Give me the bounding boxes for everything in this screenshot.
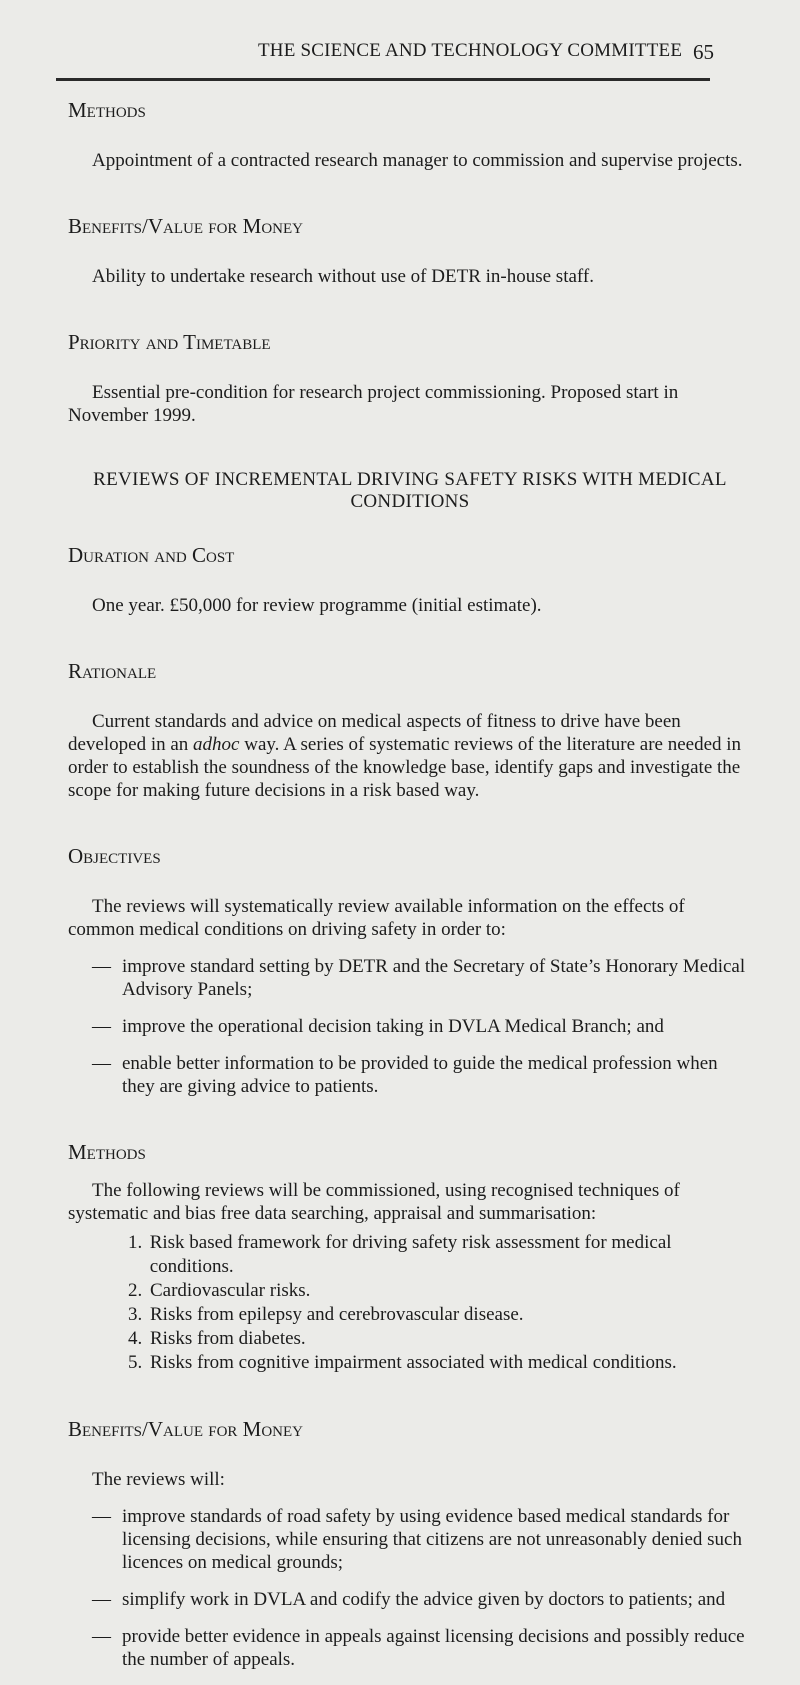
list-item <box>68 955 752 1001</box>
objective-text: improve the operational decision taking in DVLA Medical Branch; and <box>122 1016 664 1037</box>
benefit-text: improve standards of road safety by using evidence based medical standards for licensing decisions, while ensuring that citizens are not unreasonably denied such licences on medical grounds; <box>122 1506 742 1573</box>
dash-marker: — <box>92 1016 111 1037</box>
objective-text: enable better information to be provided to guide the medical profession when they are giving advice to patients. <box>122 1053 718 1097</box>
item-text: Risks from cognitive impairment associated with medical conditions. <box>150 1352 677 1373</box>
list-item <box>68 1327 752 1351</box>
running-header: THE SCIENCE AND TECHNOLOGY COMMITTEE <box>258 40 683 61</box>
list-item <box>68 1351 752 1375</box>
dash-marker: — <box>92 1626 111 1647</box>
list-item <box>68 1303 752 1327</box>
benefits2-intro: The reviews will: <box>92 1469 225 1490</box>
rationale-text-part: Current standards and advice on medical aspects of fitness to drive have been developed in an <box>68 711 681 755</box>
item-text: Risks from diabetes. <box>150 1328 306 1349</box>
item-text: Cardiovascular risks. <box>150 1280 311 1301</box>
dash-marker: — <box>92 1053 111 1074</box>
page-content <box>68 98 752 1685</box>
rationale-italic: adhoc <box>193 734 240 755</box>
objectives-intro: The reviews will systematically review available information on the effects of common medical conditions on driving safety in order to: <box>68 896 685 940</box>
rationale-heading: Rationale <box>68 659 157 683</box>
objectives-heading: Objectives <box>68 844 161 868</box>
priority-heading: Priority and Timetable <box>68 330 271 354</box>
item-text: Risks from epilepsy and cerebrovascular disease. <box>150 1304 524 1325</box>
benefit-text: provide better evidence in appeals against licensing decisions and possibly reduce the number of appeals. <box>122 1626 745 1670</box>
objective-text: improve standard setting by DETR and the Secretary of State’s Honorary Medical Advisory Panels; <box>122 956 746 1000</box>
section-title: REVIEWS OF INCREMENTAL DRIVING SAFETY RISKS WITH MEDICAL CONDITIONS <box>93 469 727 512</box>
duration-heading: Duration and Cost <box>68 543 235 567</box>
methods2-heading: Methods <box>68 1140 146 1164</box>
header-rule <box>56 78 710 81</box>
item-number: 5. <box>128 1352 143 1373</box>
item-number: 3. <box>128 1304 143 1325</box>
item-number: 1. <box>128 1232 143 1253</box>
methods2-intro: The following reviews will be commissioned, using recognised techniques of systematic and bias free data searching, appraisal and summarisation: <box>68 1180 680 1224</box>
benefits2-heading: Benefits/Value for Money <box>68 1417 304 1441</box>
list-item <box>68 1015 752 1038</box>
duration-text: One year. £50,000 for review programme (initial estimate). <box>92 595 542 616</box>
rationale-text-part: way. A series of systematic reviews of the literature are needed in order to establish the soundness of the knowledge base, identify gaps and investigate the scope for making future decisions in a risk based way. <box>68 734 742 801</box>
dash-marker: — <box>92 1506 111 1527</box>
item-number: 4. <box>128 1328 143 1349</box>
page-number: 65 <box>693 40 714 64</box>
dash-marker: — <box>92 956 111 977</box>
list-item <box>68 1279 752 1303</box>
methods-heading: Methods <box>68 98 146 122</box>
list-item <box>68 1231 752 1279</box>
list-item <box>68 1588 752 1611</box>
list-item <box>68 1625 752 1671</box>
benefit-text: simplify work in DVLA and codify the advice given by doctors to patients; and <box>122 1589 726 1610</box>
priority-text: Essential pre-condition for research project commissioning. Proposed start in November 1999. <box>68 382 679 426</box>
item-text: Risk based framework for driving safety risk assessment for medical conditions. <box>149 1232 672 1277</box>
list-item <box>68 1505 752 1574</box>
methods-text: Appointment of a contracted research manager to commission and supervise projects. <box>92 150 743 171</box>
benefits-text: Ability to undertake research without use of DETR in-house staff. <box>92 266 594 287</box>
benefits-heading: Benefits/Value for Money <box>68 214 304 238</box>
rationale-text <box>68 710 752 802</box>
list-item <box>68 1052 752 1098</box>
dash-marker: — <box>92 1589 111 1610</box>
item-number: 2. <box>128 1280 143 1301</box>
